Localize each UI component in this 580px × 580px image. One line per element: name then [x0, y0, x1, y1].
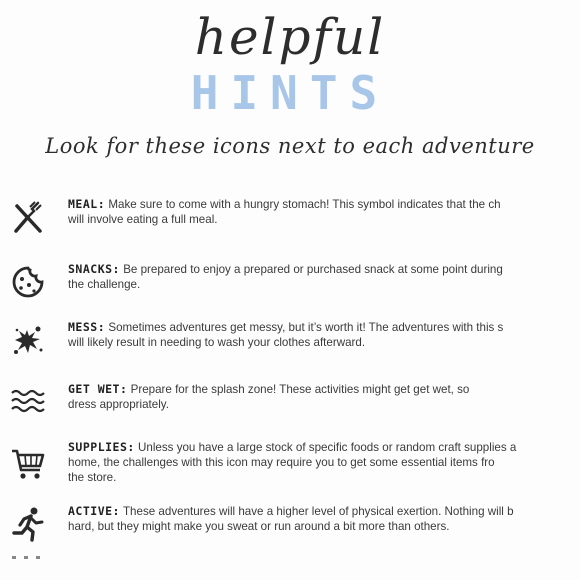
hint-line-1: Sometimes adventures get messy, but it’s worth it! The adventures with this s [105, 321, 504, 334]
hint-line-2: the challenge. [68, 278, 141, 291]
hint-label: SNACKS: [68, 262, 120, 276]
hint-line-1: Be prepared to enjoy a prepared or purchased snack at some point during [119, 263, 503, 276]
hint-label: ACTIVE: [68, 504, 120, 518]
hint-label: MEAL: [68, 197, 106, 211]
shopping-cart-icon [10, 446, 46, 482]
hint-label: MESS: [68, 320, 106, 334]
hint-line-1: Make sure to come with a hungry stomach! This symbol indicates that the ch [105, 198, 501, 211]
hint-text [68, 197, 580, 227]
waves-icon [10, 384, 46, 420]
hint-item-snacks [0, 262, 580, 314]
hint-label: GET WET: [68, 382, 128, 396]
fork-knife-icon [10, 199, 46, 235]
splatter-icon [10, 322, 46, 358]
hint-text [68, 440, 580, 485]
hint-line-2: will likely result in needing to wash your clothes afterward. [68, 336, 366, 349]
hint-line-1: These adventures will have a higher level of physical exertion. Nothing will b [119, 505, 514, 518]
hint-text [68, 382, 580, 412]
hint-text [68, 262, 580, 292]
hint-text [68, 320, 580, 350]
hint-item-active [0, 504, 580, 556]
hint-text [68, 504, 580, 534]
subtitle: Look for these icons next to each adventure [45, 134, 535, 158]
hint-item-supplies [0, 440, 580, 500]
cookie-icon [10, 264, 46, 300]
hint-item-get-wet [0, 382, 580, 434]
hint-line-2: will involve eating a full meal. [68, 213, 218, 226]
hint-item-mess [0, 320, 580, 372]
hint-line-2: dress appropriately. [68, 398, 169, 411]
hint-line-3: the store. [68, 471, 117, 484]
hint-item-meal [0, 197, 580, 249]
hint-line-1: Prepare for the splash zone! These activities might get get wet, so [127, 383, 470, 396]
cut-off-icon [12, 556, 42, 559]
helpful-script-title: helpful [194, 8, 386, 66]
hint-line-2: home, the challenges with this icon may require you to get some essential items fro [68, 456, 495, 469]
hints-title: HINTS [190, 66, 390, 120]
hint-line-2: hard, but they might make you sweat or run around a bit more than others. [68, 520, 450, 533]
runner-icon [10, 506, 46, 542]
hint-line-1: Unless you have a large stock of specific foods or random craft supplies a [134, 441, 517, 454]
hint-label: SUPPLIES: [68, 440, 135, 454]
